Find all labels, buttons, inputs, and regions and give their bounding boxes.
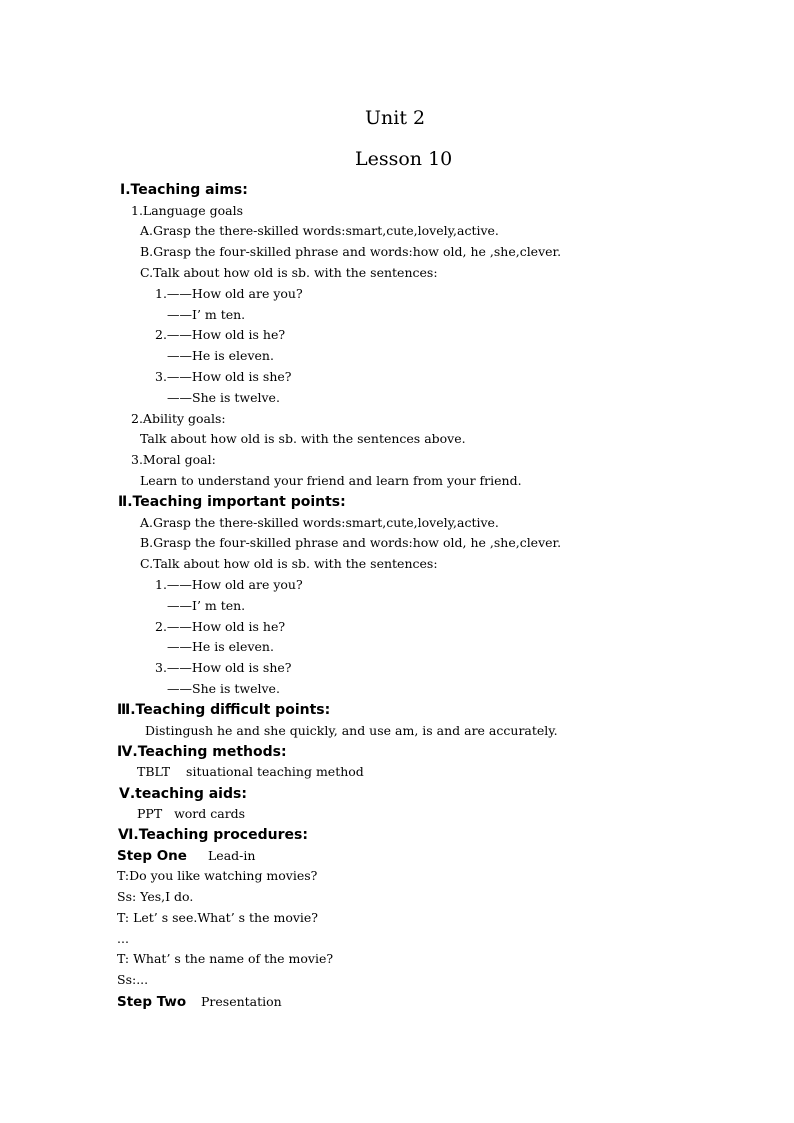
lesson-title: Lesson 10 xyxy=(355,148,453,170)
procedure-line: T: What’ s the name of the movie? xyxy=(117,951,334,966)
dialogue-answer: ——I’ m ten. xyxy=(167,598,246,613)
aids-text: PPT word cards xyxy=(137,806,246,821)
methods-text: TBLT situational teaching method xyxy=(137,764,364,779)
dialogue-question: 1.——How old are you? xyxy=(155,286,303,301)
section-heading-important-points: Ⅱ.Teaching important points: xyxy=(118,494,346,510)
procedure-line: T:Do you like watching movies? xyxy=(117,868,318,883)
dialogue-question: 1.——How old are you? xyxy=(155,577,303,592)
procedure-line: Ss:... xyxy=(117,972,149,987)
dialogue-question: 3.——How old is she? xyxy=(155,660,292,675)
unit-title: Unit 2 xyxy=(365,107,426,129)
point-line: A.Grasp the there-skilled words:smart,cute,lovely,active. xyxy=(140,515,499,530)
aim-line: C.Talk about how old is sb. with the sentences: xyxy=(140,265,438,280)
section-heading-difficult-points: Ⅲ.Teaching difficult points: xyxy=(117,702,331,718)
dialogue-answer: ——She is twelve. xyxy=(167,681,280,696)
step-one-title: Lead-in xyxy=(208,848,256,863)
section-heading-methods: Ⅳ.Teaching methods: xyxy=(117,744,287,760)
step-two-title: Presentation xyxy=(201,994,282,1009)
dialogue-answer: ——He is eleven. xyxy=(167,348,274,363)
goal-label: 2.Ability goals: xyxy=(131,411,226,426)
dialogue-question: 3.——How old is she? xyxy=(155,369,292,384)
procedure-line: Ss: Yes,I do. xyxy=(117,889,194,904)
dialogue-answer: ——He is eleven. xyxy=(167,639,274,654)
goal-label: 1.Language goals xyxy=(131,203,243,218)
aim-line: B.Grasp the four-skilled phrase and words:how old, he ,she,clever. xyxy=(140,244,562,259)
step-two-label: Step Two xyxy=(117,994,187,1010)
aim-line: A.Grasp the there-skilled words:smart,cute,lovely,active. xyxy=(140,223,499,238)
dialogue-answer: ——I’ m ten. xyxy=(167,307,246,322)
dialogue-question: 2.——How old is he? xyxy=(155,619,286,634)
section-heading-aims: Ⅰ.Teaching aims: xyxy=(120,182,248,198)
dialogue-answer: ——She is twelve. xyxy=(167,390,280,405)
procedure-line: ... xyxy=(117,931,129,946)
section-heading-procedures: Ⅵ.Teaching procedures: xyxy=(118,827,308,843)
point-line: B.Grasp the four-skilled phrase and words:how old, he ,she,clever. xyxy=(140,535,562,550)
section-heading-aids: Ⅴ.teaching aids: xyxy=(119,786,247,802)
point-line: C.Talk about how old is sb. with the sentences: xyxy=(140,556,438,571)
dialogue-question: 2.——How old is he? xyxy=(155,327,286,342)
goal-text: Learn to understand your friend and learn from your friend. xyxy=(140,473,522,488)
step-one-label: Step One xyxy=(117,848,187,864)
goal-text: Talk about how old is sb. with the sentences above. xyxy=(140,431,466,446)
goal-label: 3.Moral goal: xyxy=(131,452,216,467)
difficult-points-text: Distingush he and she quickly, and use am, is and are accurately. xyxy=(145,723,558,738)
procedure-line: T: Let’ s see.What’ s the movie? xyxy=(117,910,319,925)
